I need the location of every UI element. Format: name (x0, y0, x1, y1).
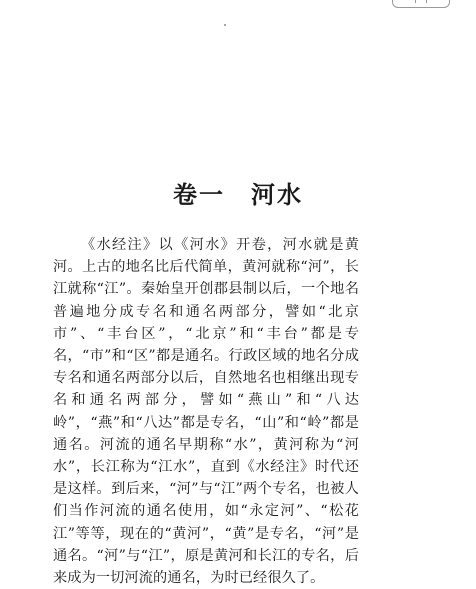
scan-speck (224, 24, 226, 26)
chapter-title: 河水 (251, 180, 303, 209)
page-corner-mark (392, 0, 450, 8)
chapter-heading (0, 180, 476, 210)
chapter-number: 卷一 (173, 180, 225, 209)
body-paragraph: 《水经注》以《河水》开卷，河水就是黄河。上古的地名比后代简单，黄河就称“河”，长江就称“江”。秦始皇开创郡县制以后，一个地名普遍地分成专名和通名两部分，譬如“北京市”、“丰台区”，“北京”和“丰台”都是专名，“市”和“区”都是通名。行政区域的地名分成专名和通名两部分以后，自然地名也相继出现专名和通名两部分，譬如“燕山”和“八达岭”，“燕”和“八达”都是专名，“山”和“岭”都是通名。河流的通名早期称“水”，黄河称为“河水”，长江称为“江水”，直到《水经注》时代还是这样。到后来，“河”与“江”两个专名，也被人们当作河流的通名使用，如“永定河”、“松花江”等等，现在的“黄河”，“黄”是专名，“河”是通名。“河”与“江”，原是黄河和长江的专名，后来成为一切河流的通名，为时已经很久了。 (53, 237, 359, 587)
